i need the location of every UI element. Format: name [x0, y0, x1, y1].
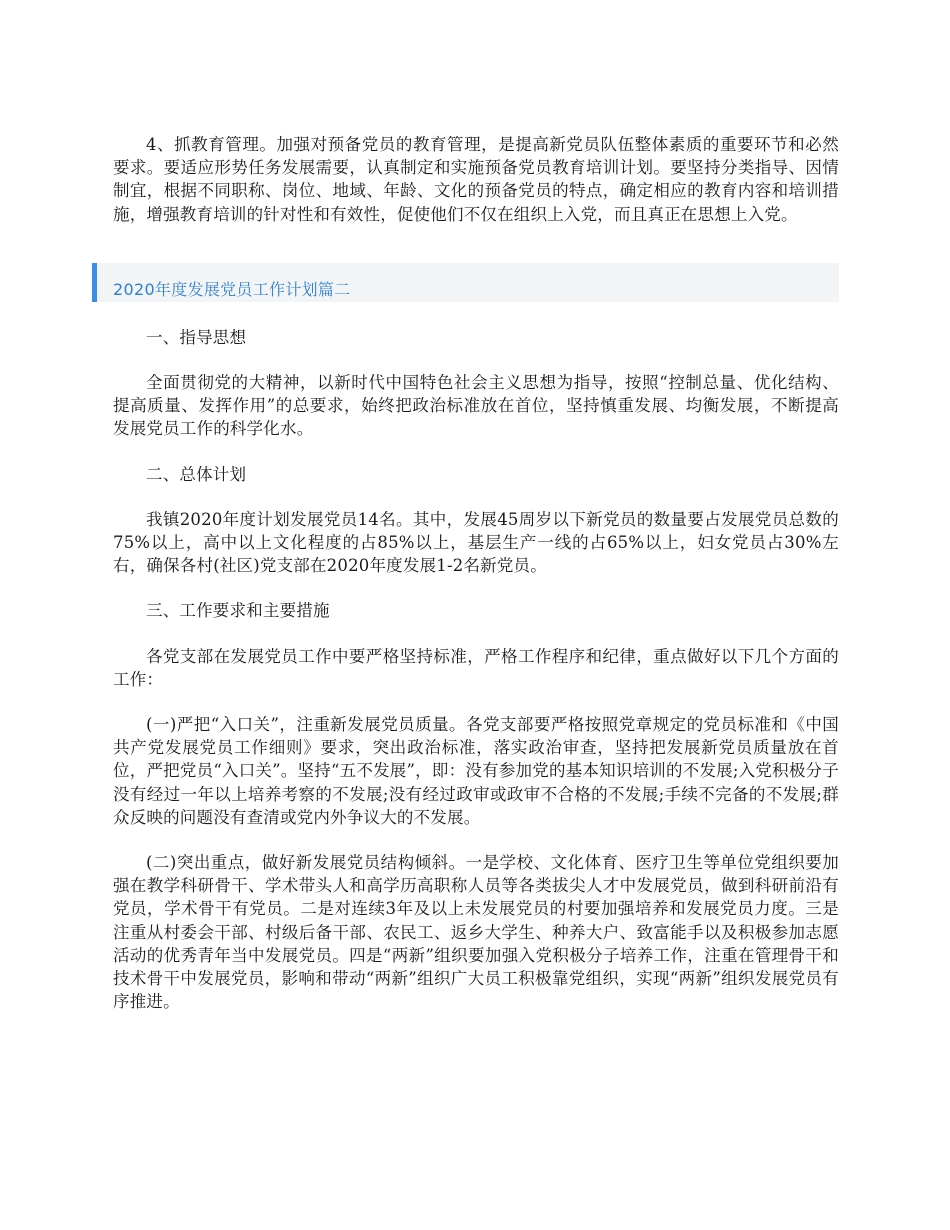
paragraph-requirements-intro: 各党支部在发展党员工作中要严格坚持标准，严格工作程序和纪律，重点做好以下几个方面的工作： — [113, 646, 839, 689]
paragraph-guiding-ideology: 全面贯彻党的大精神，以新时代中国特色社会主义思想为指导，按照“控制总量、优化结构、提高质量、发挥作用”的总要求，始终把政治标准放在首位，坚持慎重发展、均衡发展，不断提高发展党员工作的科学化水。 — [113, 373, 839, 439]
section-title: 2020年度发展党员工作计划篇二 — [113, 279, 351, 299]
paragraph-education-management: 4、抓教育管理。加强对预备党员的教育管理，是提高新党员队伍整体素质的重要环节和必然要求。要适应形势任务发展需要，认真制定和实施预备党员教育培训计划。要坚持分类指导、因情制宜，根据不同职称、岗位、地域、年龄、文化的预备党员的特点，确定相应的教育内容和培训措施，增强教育培训的针对性和有效性，促使他们不仅在组织上入党，而且真正在思想上入党。 — [113, 135, 839, 224]
paragraph-overall-plan: 我镇2020年度计划发展党员14名。其中，发展45周岁以下新党员的数量要占发展党员总数的75%以上，高中以上文化程度的占85%以上，基层生产一线的占65%以上，妇女党员占30%左右，确保各村(社区)党支部在2020年度发展1-2名新党员。 — [113, 509, 839, 576]
paragraph-structure-focus: (二)突出重点，做好新发展党员结构倾斜。一是学校、文化体育、医疗卫生等单位党组织要加强在教学科研骨干、学术带头人和高学历高职称人员等各类拔尖人才中发展党员，做到科研前沿有党员，学术骨干有党员。二是对连续3年及以上未发展党员的村要加强培养和发展党员力度。三是注重从村委会干部、村级后备干部、农民工、返乡大学生、种养大户、致富能手以及积极参加志愿活动的优秀青年当中发展党员。四是“两新”组织要加强入党积极分子培养工作，注重在管理骨干和技术骨干中发展党员，影响和带动“两新”组织广大员工积极靠党组织，实现“两新”组织发展党员有序推进。 — [113, 853, 839, 1012]
heading-overall-plan: 二、总体计划 — [146, 464, 247, 484]
heading-requirements-measures: 三、工作要求和主要措施 — [146, 601, 330, 621]
heading-guiding-ideology: 一、指导思想 — [146, 327, 247, 347]
document-page — [113, 133, 839, 1013]
section-heading — [92, 263, 839, 302]
paragraph-entry-gate: (一)严把“入口关”，注重新发展党员质量。各党支部要严格按照党章规定的党员标准和《中国共产党发展党员工作细则》要求，突出政治标准，落实政治审查，坚持把发展新党员质量放在首位，严把党员“入口关”。坚持“五不发展”，即：没有参加党的基本知识培训的不发展;入党积极分子没有经过一年以上培养考察的不发展;没有经过政审或政审不合格的不发展;手续不完备的不发展;群众反映的问题没有查清或党内外争议大的不发展。 — [113, 715, 839, 827]
